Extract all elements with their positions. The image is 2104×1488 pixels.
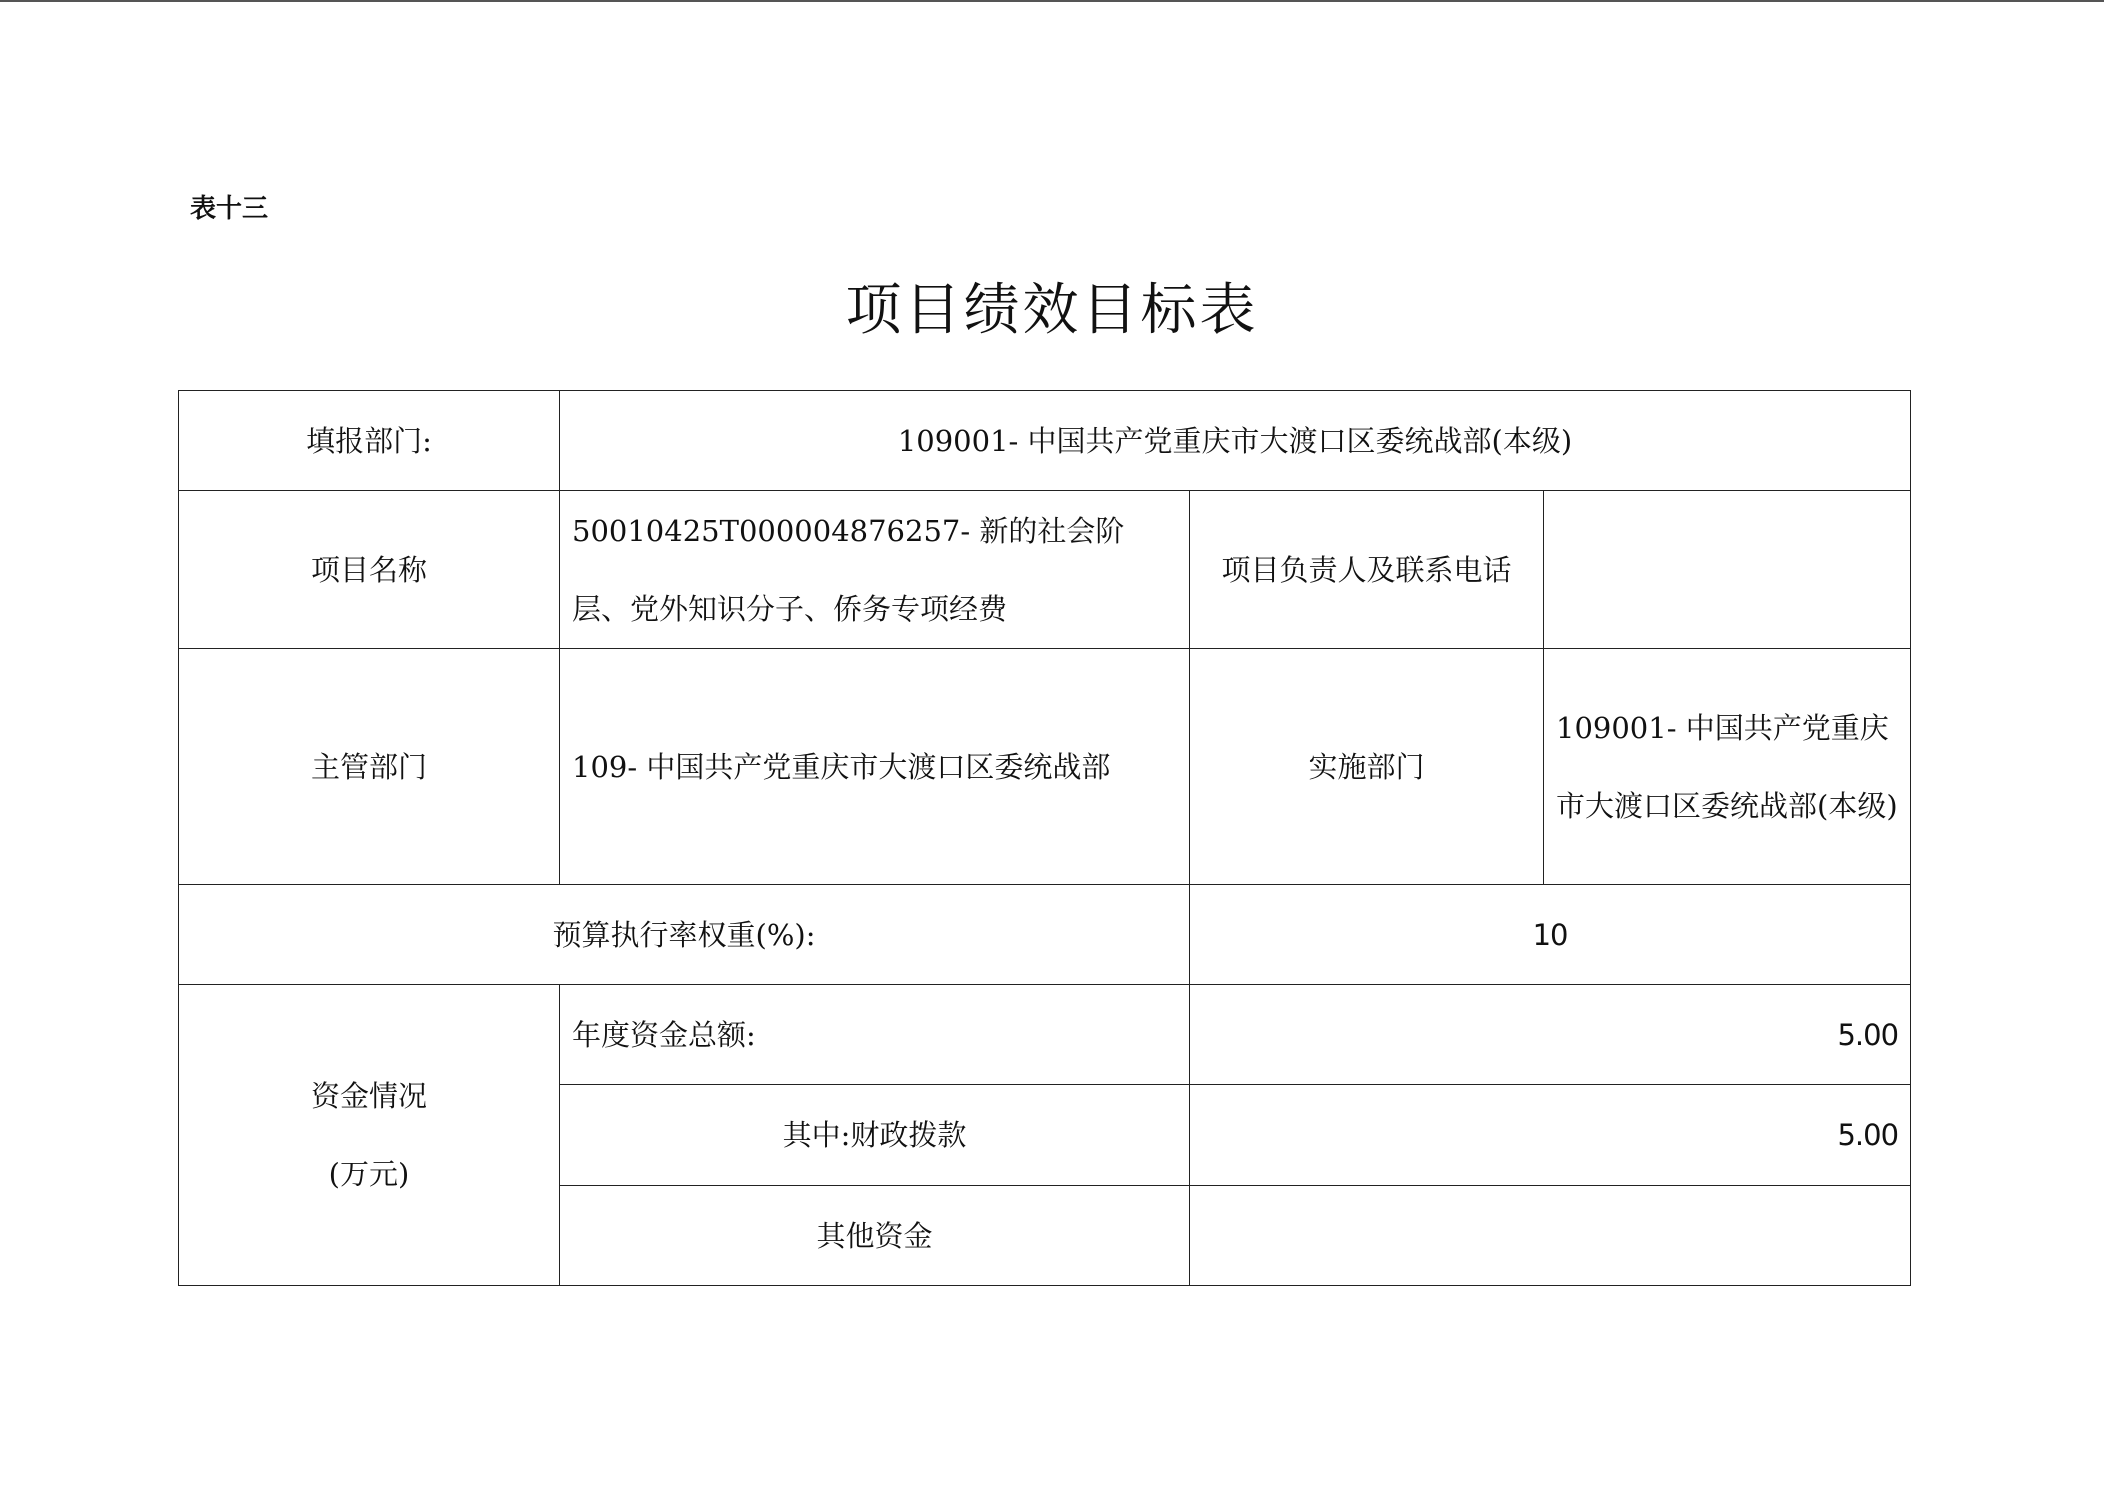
funds-label bbox=[179, 985, 560, 1286]
budget-weight-value: 10 bbox=[1190, 885, 1911, 985]
annual-total-label: 年度资金总额: bbox=[560, 985, 1190, 1085]
implementing-dept-label: 实施部门 bbox=[1190, 649, 1544, 885]
page-title: 项目绩效目标表 bbox=[845, 278, 1259, 343]
reporting-dept-value: 109001- 中国共产党重庆市大渡口区委统战部(本级) bbox=[560, 391, 1911, 491]
project-leader-value bbox=[1544, 491, 1911, 649]
table-row bbox=[179, 391, 1911, 491]
project-leader-label: 项目负责人及联系电话 bbox=[1190, 491, 1544, 649]
fiscal-allocation-label: 其中:财政拨款 bbox=[560, 1085, 1190, 1186]
table-row bbox=[179, 885, 1911, 985]
funds-label-line1: 资金情况 bbox=[310, 1079, 427, 1113]
table-row bbox=[179, 985, 1911, 1085]
project-name-label: 项目名称 bbox=[179, 491, 560, 649]
fiscal-allocation-value: 5.00 bbox=[1190, 1085, 1911, 1186]
budget-weight-label: 预算执行率权重(%): bbox=[179, 885, 1190, 985]
performance-target-table bbox=[178, 390, 1911, 1286]
reporting-dept-label: 填报部门: bbox=[179, 391, 560, 491]
other-funds-value bbox=[1190, 1186, 1911, 1286]
funds-label-line2: (万元) bbox=[328, 1157, 410, 1191]
table-number-label: 表十三 bbox=[190, 194, 269, 224]
table-row bbox=[179, 649, 1911, 885]
table-row bbox=[179, 491, 1911, 649]
supervising-dept-label: 主管部门 bbox=[179, 649, 560, 885]
supervising-dept-value: 109- 中国共产党重庆市大渡口区委统战部 bbox=[560, 649, 1190, 885]
implementing-dept-value: 109001- 中国共产党重庆市大渡口区委统战部(本级) bbox=[1544, 649, 1911, 885]
annual-total-value: 5.00 bbox=[1190, 985, 1911, 1085]
other-funds-label: 其他资金 bbox=[560, 1186, 1190, 1286]
project-name-value: 50010425T000004876257- 新的社会阶层、党外知识分子、侨务专项经费 bbox=[560, 491, 1190, 649]
